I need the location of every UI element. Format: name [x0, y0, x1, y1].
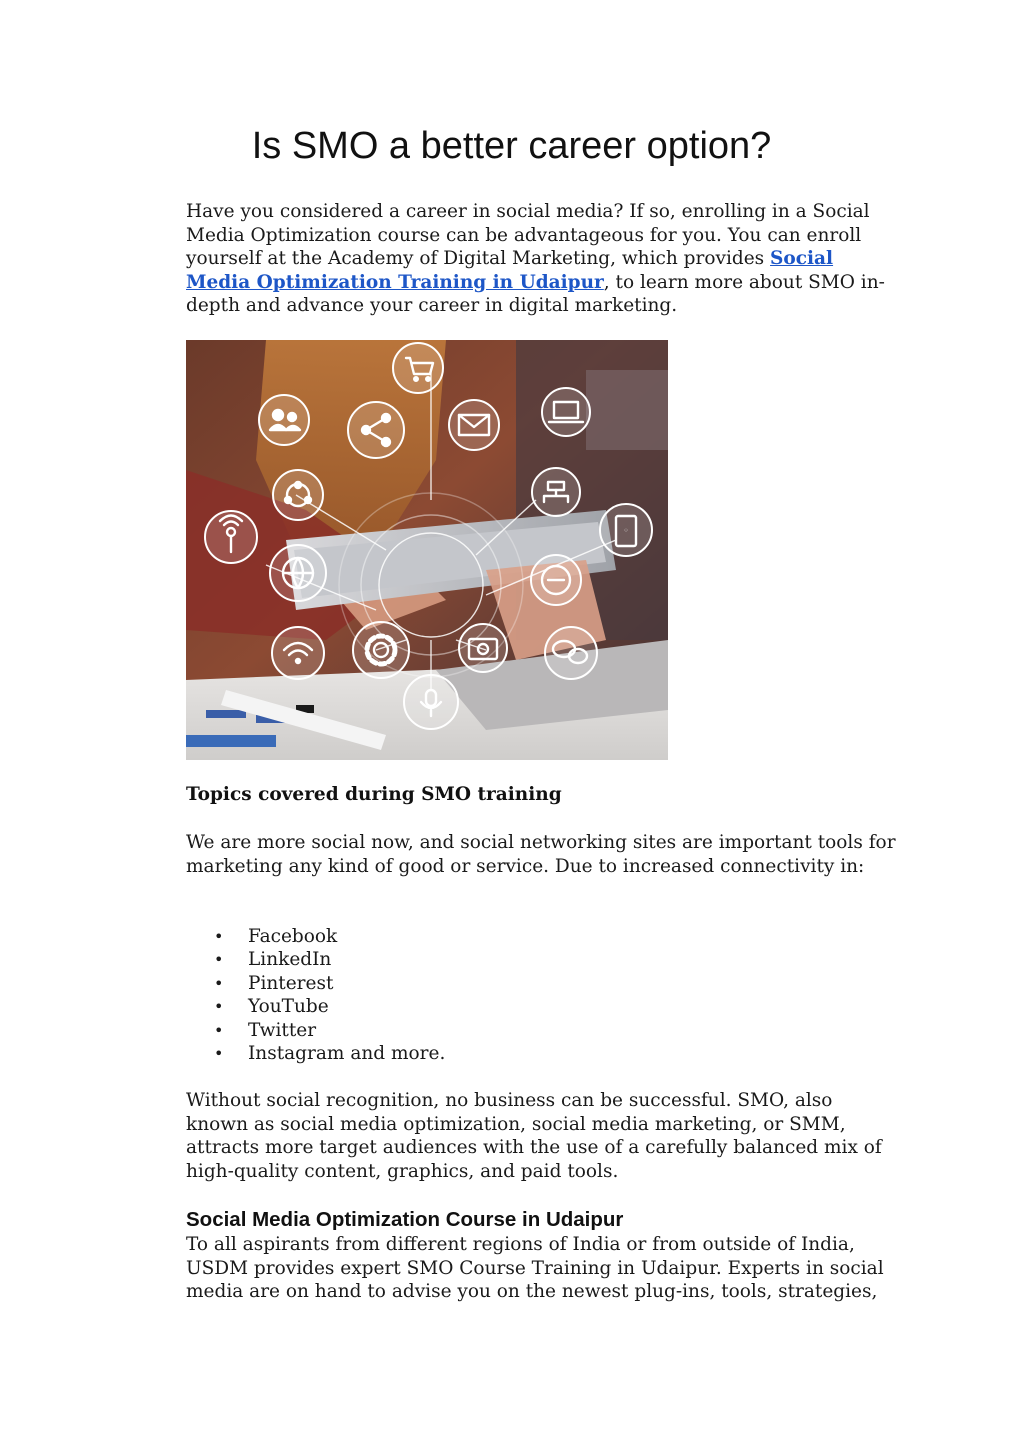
bullet-icon: • — [214, 997, 224, 1017]
topics-heading: Topics covered during SMO training — [186, 784, 562, 805]
list-item — [186, 1019, 445, 1042]
bullet-icon: • — [214, 973, 224, 993]
intro-text-before: Have you considered a career in social media? If so, enrolling in a Social Media Optimization course can be advantageous for you. You can enroll yourself at the Academy of Digital Marketing, which provides — [186, 201, 870, 269]
list-item-label: Pinterest — [248, 972, 334, 994]
recognition-paragraph: Without social recognition, no business can be successful. SMO, also known as social media optimization, social media marketing, or SMM, attracts more target audiences with the use of a carefully balanced mix of high-quality content, graphics, and paid tools. — [186, 1090, 882, 1182]
list-item — [186, 972, 445, 995]
list-item-label: YouTube — [248, 996, 329, 1018]
list-item-label: Instagram and more. — [248, 1043, 446, 1065]
bullet-icon: • — [214, 1044, 224, 1064]
course-heading: Social Media Optimization Course in Udaipur — [186, 1208, 624, 1231]
page-title: Is SMO a better career option? — [251, 125, 772, 167]
bullet-icon: • — [214, 1020, 224, 1040]
list-item-label: LinkedIn — [248, 949, 332, 971]
smo-training-link[interactable]: Social Media Optimization Training in Udaipur — [186, 248, 834, 293]
hero-image — [186, 340, 668, 760]
list-item — [186, 995, 445, 1018]
list-item — [186, 1042, 445, 1065]
course-paragraph: To all aspirants from different regions of India or from outside of India, USDM provides expert SMO Course Training in Udaipur. Experts in social media are on hand to advise you on the newest plug-ins, tools, strategies, — [186, 1234, 884, 1302]
bullet-icon: • — [214, 927, 224, 946]
intro-paragraph — [186, 200, 898, 318]
intro-text-after: , to learn more about SMO in-depth and advance your career in digital marketing. — [186, 271, 885, 316]
list-item — [186, 925, 445, 948]
social-networks-list — [186, 925, 445, 1065]
list-item-label: Facebook — [248, 926, 338, 947]
bullet-icon: • — [214, 950, 224, 970]
list-item-label: Twitter — [248, 1019, 317, 1041]
topics-paragraph: We are more social now, and social networking sites are important tools for marketing any kind of good or service. Due to increased connectivity in: — [186, 832, 896, 877]
list-item — [186, 948, 445, 971]
